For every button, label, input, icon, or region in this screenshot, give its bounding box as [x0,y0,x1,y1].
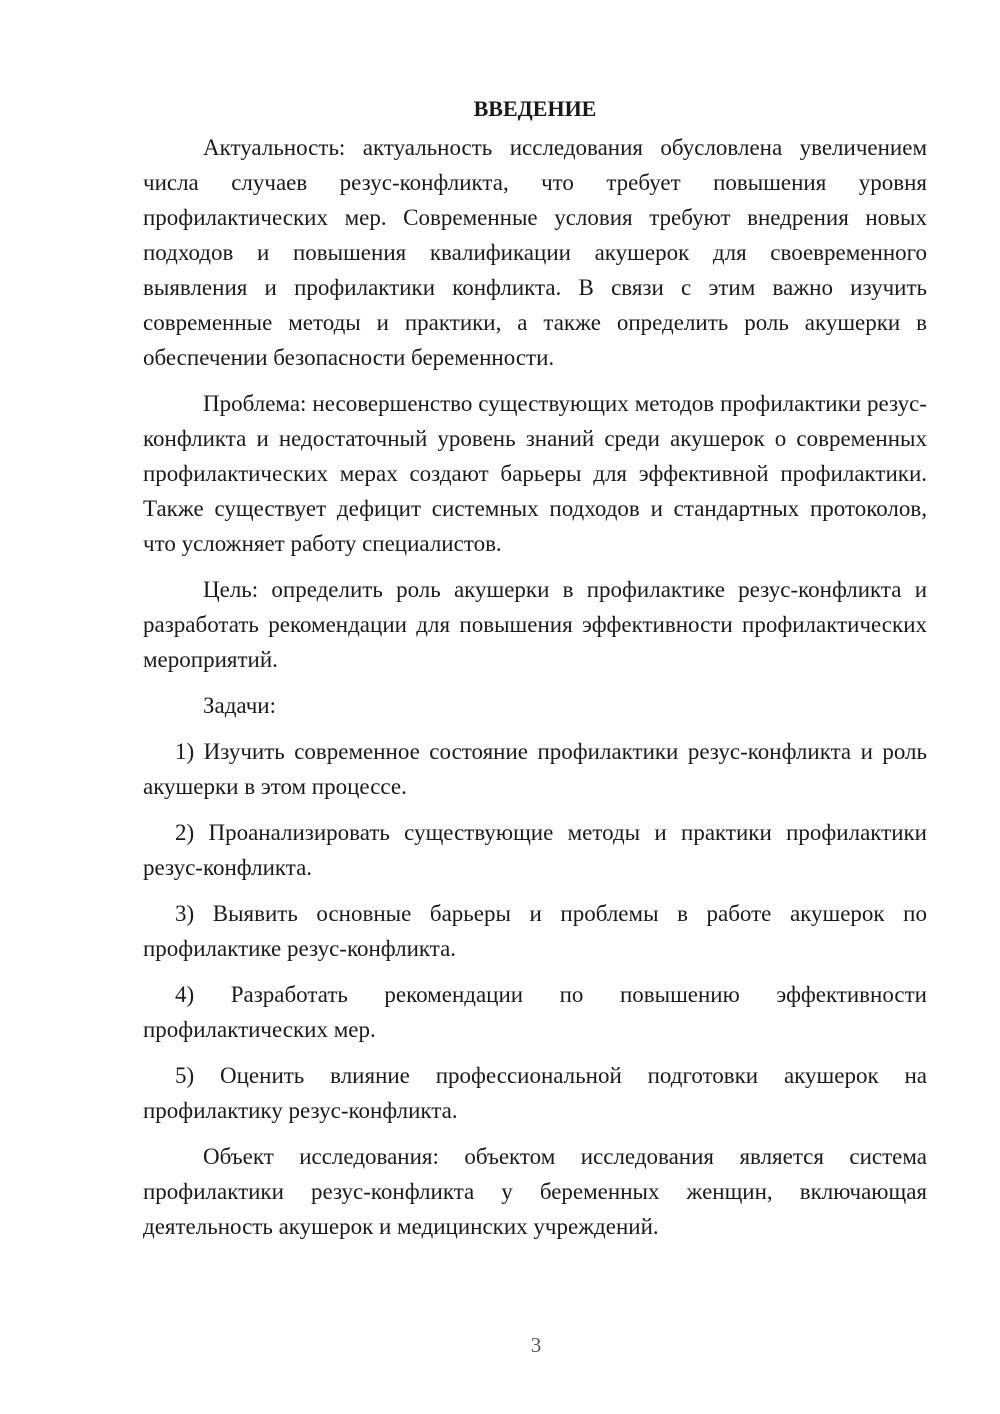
section-title: ВВЕДЕНИЕ [473,96,597,121]
tasks-label: Задачи: [203,693,276,718]
goal-paragraph: Цель: определить роль акушерки в профилактике резус-конфликта и разработать рекомендации для повышения эффективности профилактических мероприятий. [143,577,927,672]
task-item: 2) Проанализировать существующие методы и практики профилактики резус-конфликта. [143,820,927,880]
task-item: 3) Выявить основные барьеры и проблемы в работе акушерок по профилактике резус-конфликта. [143,901,927,961]
task-item: 5) Оценить влияние профессиональной подготовки акушерок на профилактику резус-конфликта. [143,1063,927,1123]
task-item: 1) Изучить современное состояние профилактики резус-конфликта и роль акушерки в этом процессе. [143,739,927,799]
object-paragraph: Объект исследования: объектом исследования является система профилактики резус-конфликта у беременных женщин, включающая деятельность акушерок и медицинских учреждений. [143,1144,927,1239]
page-number: 3 [530,1333,542,1357]
task-item: 4) Разработать рекомендации по повышению эффективности профилактических мер. [143,982,927,1042]
relevance-paragraph: Актуальность: актуальность исследования обусловлена увеличением числа случаев резус-конфликта, что требует повышения уровня профилактических мер. Современные условия требуют внедрения новых подходов и повышения квалификации акушерок для своевременного выявления и профилактики конфликта. В связи с этим важно изучить современные методы и практики, а также определить роль акушерки в обеспечении безопасности беременности. [143,135,927,370]
problem-paragraph: Проблема: несовершенство существующих методов профилактики резус-конфликта и недостаточный уровень знаний среди акушерок о современных профилактических мерах создают барьеры для эффективной профилактики. Также существует дефицит системных подходов и стандартных протоколов, что усложняет работу специалистов. [143,391,927,556]
document-body [143,91,927,1255]
